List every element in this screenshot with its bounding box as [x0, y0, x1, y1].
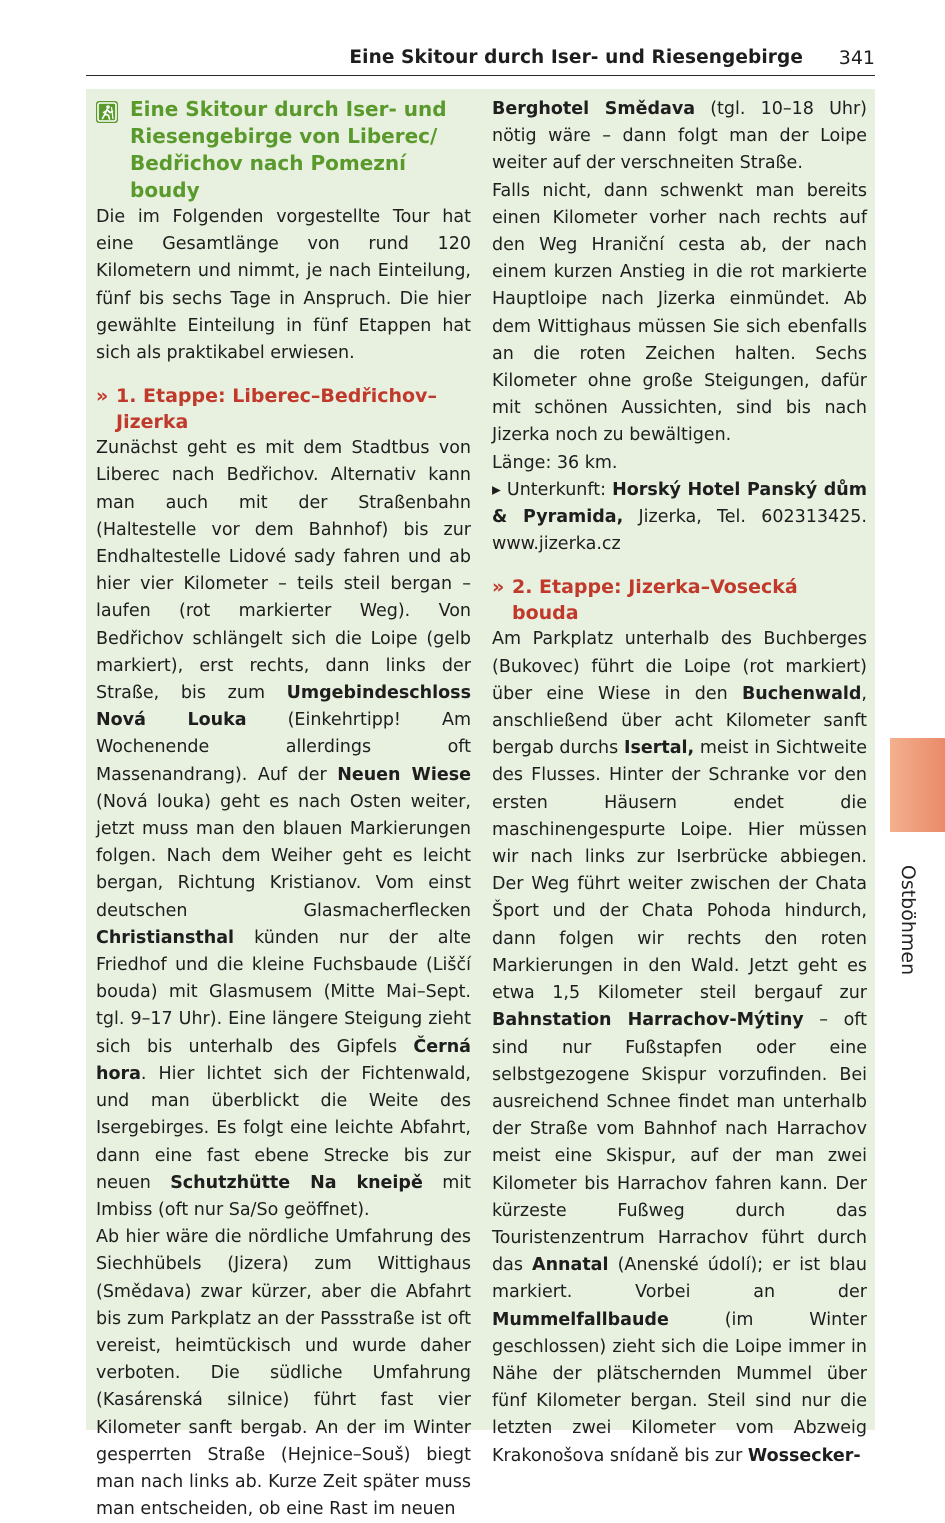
header-rule: [86, 75, 875, 76]
stage1-heading: [96, 383, 471, 435]
stage1-paragraph-1: Zunächst geht es mit dem Stadtbus von Liberec nach Bedřichov. Alternativ kann man auch mit der Straßenbahn (Haltestelle vor dem Bahnhof) bis zur Endhaltestelle Lidové sady fahren und ab hier vier Kilometer – teils steil bergan – laufen (rot markierter Weg). Von Bedřichov schlängelt sich die Loipe (gelb markiert), erst rechts, dann links der Straße, bis zum Umgebindeschloss Nová Louka (Einkehrtipp! Am Wochenende allerdings oft Massenandrang). Auf der Neuen Wiese (Nová louka) geht es nach Osten weiter, jetzt muss man den blauen Markierungen folgen. Nach dem Weiher geht es leicht bergan, Richtung Kristianov. Vom einst deutschen Glasmacherflecken Christiansthal künden nur der alte Friedhof und die kleine Fuchsbaude (Liščí bouda) mit Glasmusem (Mitte Mai–Sept. tgl. 9–17 Uhr). Eine längere Steigung zieht sich bis unterhalb des Gipfels Černá hora. Hier lichtet sich der Fichtenwald, und man überblickt die Weite des Isergebirges. Es folgt eine leichte Abfahrt, dann eine fast ebene Strecke bis zur neuen Schutzhütte Na kneipě mit Imbiss (oft nur Sa/So geöffnet).: [96, 438, 471, 1220]
section-label: [893, 860, 923, 980]
stage2-paragraph: Am Parkplatz unterhalb des Buchberges (Bukovec) führt die Loipe (rot markiert) über eine Wiese in den Buchenwald, anschließend über acht Kilometer sanft bergab durchs Isertal, meist in Sichtweite des Flusses. Hinter der Schranke vor den ersten Häusern endet die maschinengespurte Loipe. Hier müssen wir nach links zur Iserbrücke abbiegen. Der Weg führt weiter zwischen der Chata Šport und der Chata Pohoda hindurch, dann folgen wir rechts den roten Markierungen in den Wald. Jetzt geht es etwa 1,5 Kilometer steil bergauf zur Bahnstation Harrachov-Mýtiny – oft sind nur Fußstapfen oder eine selbstgezogene Skispur vorzufinden. Bei ausreichend Schnee findet man unterhalb der Straße vom Bahnhof nach Harrachov meist eine Skispur, auf der man zwei Kilometer bis Harrachov fahren kann. Der kürzeste Fußweg durch das Touristenzentrum Harrachov führt durch das Annatal (Anenské údolí); er ist blau markiert. Vorbei an der Mummelfallbaude (im Winter geschlossen) zieht sich die Loipe immer in Nähe der plätschernden Mummel über fünf Kilometer bergan. Steil sind nur die letzten zwei Kilometer vom Abzweig Krakonošova snídaně bis zur Wossecker-: [492, 629, 868, 1466]
stage2-heading-text: 2. Etappe: Jizerka–Vosecká bouda: [512, 576, 798, 625]
running-title: Eine Skitour durch Iser- und Riesengebirge: [349, 47, 803, 68]
section-tab: [890, 738, 945, 832]
intro-paragraph: Die im Folgenden vorgestellte Tour hat eine Gesamtlänge von rund 120 Kilometern und nimmt, je nach Einteilung, fünf bis sechs Tage in Anspruch. Die hier gewählte Einteilung in fünf Etappen hat sich als praktikabel erwiesen.: [96, 207, 471, 364]
running-header: [86, 46, 875, 74]
stage1-paragraph-3: Falls nicht, dann schwenkt man bereits einen Kilometer vorher nach rechts auf den Weg Hraniční cesta ab, der nach einem kurzen Anstieg in die rot markierte Hauptloipe nach Jizerka einmündet. Ab dem Wittighaus müssen Sie sich ebenfalls an die roten Zeichen halten. Sechs Kilometer ohne große Steigungen, dafür mit schönen Aussichten, sind bis nach Jizerka noch zu bewältigen.: [492, 180, 867, 446]
hiking-icon: [96, 101, 118, 123]
page-number: 341: [838, 47, 875, 69]
stage1-paragraph-2: Ab hier wäre die nördliche Umfahrung des Siechhübels (Jizera) zum Wittighaus (Smědava) zwar kürzer, aber die Abfahrt bis zum Parkplatz an der Passstraße ist oft vereist, heimtückisch und wurde daher verboten. Die südliche Umfahrung (Kasárenská silnice) führt fast vier Kilometer sanft bergab. An der im Winter gesperrten Straße (Hejnice–Souš) biegt man nach links ab. Kurze Zeit später muss man entscheiden, ob eine Rast im neuen: [96, 1227, 471, 1520]
bullet-arrow-icon: ▸: [492, 479, 501, 500]
stage1-paragraph-2-continued: Berghotel Smědava (tgl. 10–18 Uhr) nötig wäre – dann folgt man der Loipe weiter auf der verschneiten Straße.: [492, 99, 867, 174]
stage1-lodging: ▸ Unterkunft: Horský Hotel Panský dům & Pyramida, Jizerka, Tel. 602313425. www.jizerka.cz: [492, 479, 867, 555]
stage1-heading-text: 1. Etappe: Liberec–Bedřichov–Jizerka: [116, 385, 437, 434]
box-heading-text: Eine Skitour durch Iser- und Riesengebirge von Liberec/ Bedřichov nach Pomezní boudy: [130, 97, 447, 202]
stage2-heading: [492, 574, 867, 626]
box-heading: [96, 96, 471, 204]
left-column: [96, 96, 471, 1523]
section-label-text: Ostböhmen: [897, 864, 919, 976]
right-column: [492, 96, 867, 1470]
stage1-length: Länge: 36 km.: [492, 452, 618, 473]
stage2-marker: »: [492, 576, 505, 599]
stage1-marker: »: [96, 385, 109, 408]
